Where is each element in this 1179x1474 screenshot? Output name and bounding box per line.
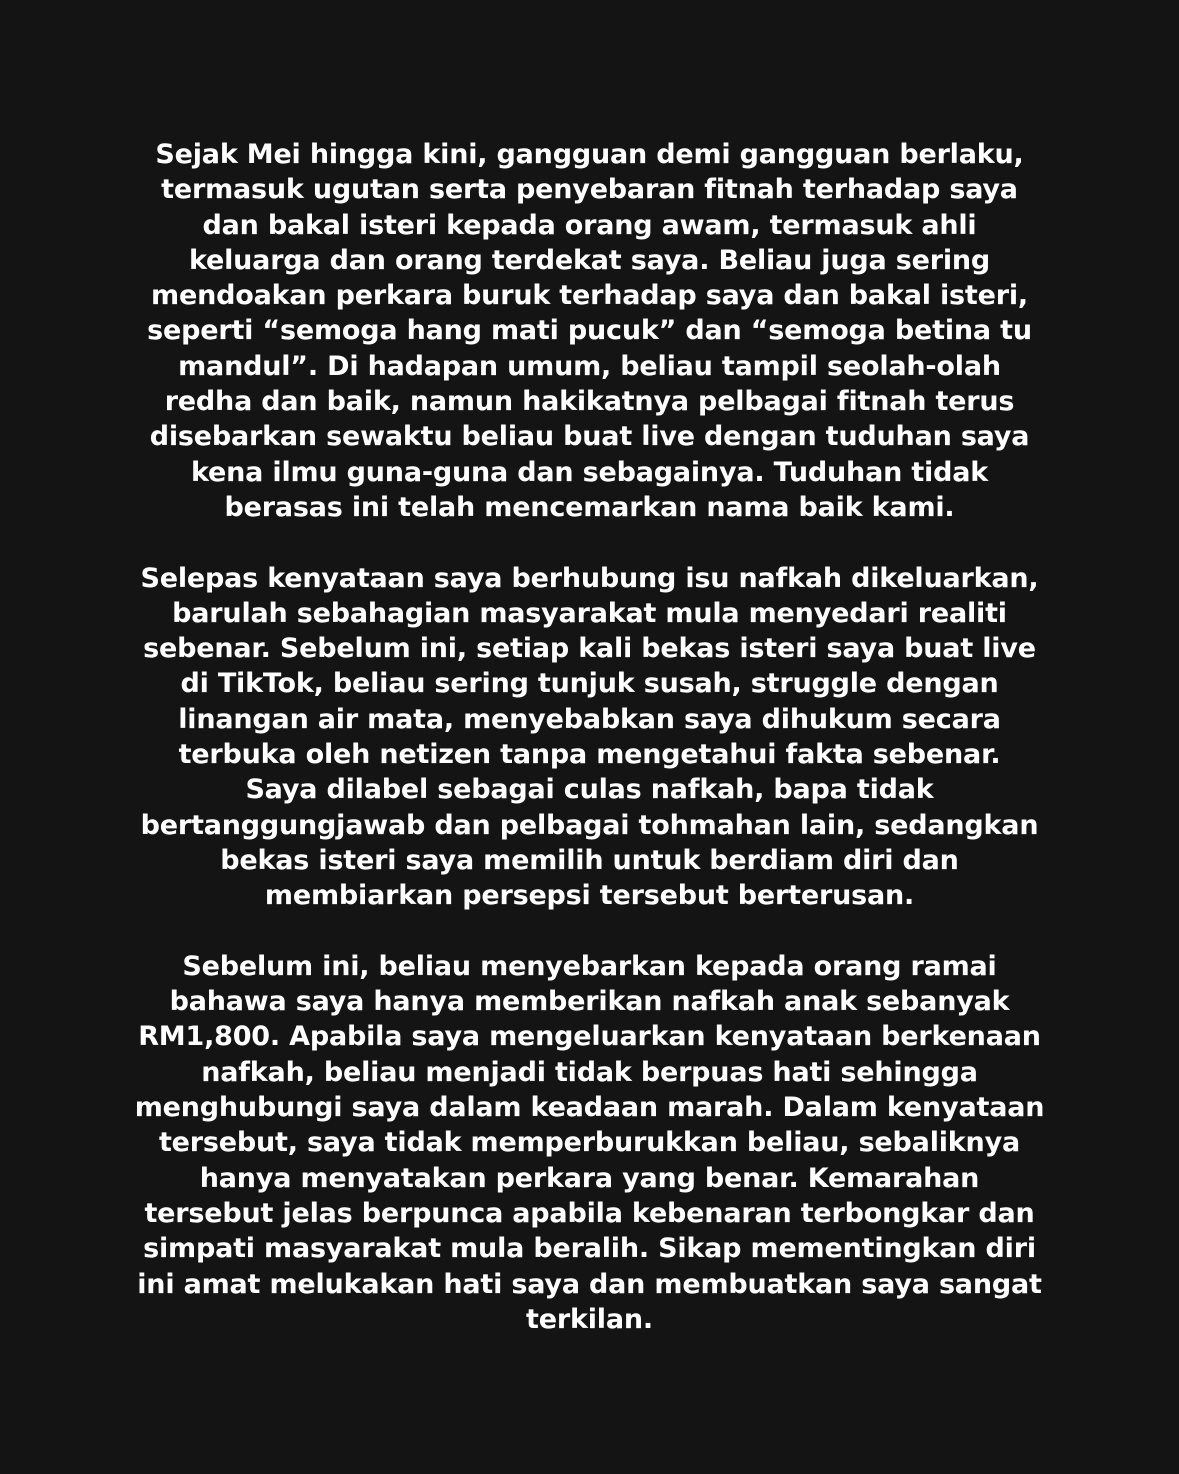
text-line: bahawa saya hanya memberikan nafkah anak sebanyak	[169, 986, 1010, 1018]
text-line: terbuka oleh netizen tanpa mengetahui fakta sebenar.	[178, 739, 1001, 771]
text-line: menghubungi saya dalam keadaan marah. Dalam kenyataan	[134, 1092, 1045, 1124]
text-line: mendoakan perkara buruk terhadap saya dan bakal isteri,	[151, 280, 1028, 312]
story-text	[0, 137, 1179, 1337]
text-line: berasas ini telah mencemarkan nama baik kami.	[224, 491, 955, 523]
text-line: bekas isteri saya memilih untuk berdiam diri dan	[220, 844, 959, 876]
text-line: kena ilmu guna-guna dan sebagainya. Tuduhan tidak	[191, 456, 988, 488]
text-line: sebenar. Sebelum ini, setiap kali bekas isteri saya buat live	[143, 633, 1036, 665]
paragraph-2	[141, 561, 1039, 914]
text-line: terkilan.	[526, 1303, 653, 1335]
text-line: disebarkan sewaktu beliau buat live dengan tuduhan saya	[149, 421, 1030, 453]
text-line: termasuk ugutan serta penyebaran fitnah terhadap saya	[161, 174, 1018, 206]
paragraph-1	[147, 137, 1032, 525]
text-line: ini amat melukakan hati saya dan membuatkan saya sangat	[137, 1268, 1042, 1300]
text-line: di TikTok, beliau sering tunjuk susah, struggle dengan	[180, 668, 999, 700]
text-line: bertanggungjawab dan pelbagai tohmahan lain, sedangkan	[140, 809, 1039, 841]
text-line: tersebut jelas berpunca apabila kebenaran terbongkar dan	[144, 1197, 1035, 1229]
text-line: keluarga dan orang terdekat saya. Beliau juga sering	[188, 244, 991, 276]
text-line: mandul”. Di hadapan umum, beliau tampil seolah-olah	[178, 350, 1001, 382]
paragraph-3	[135, 949, 1045, 1337]
text-line: redha dan baik, namun hakikatnya pelbagai fitnah terus	[164, 386, 1015, 418]
text-line: membiarkan persepsi tersebut berterusan.	[264, 880, 915, 912]
text-line: barulah sebahagian masyarakat mula menyedari realiti	[172, 597, 1007, 629]
text-line: Sebelum ini, beliau menyebarkan kepada orang ramai	[182, 950, 997, 982]
text-line: Sejak Mei hingga kini, gangguan demi gangguan berlaku,	[155, 139, 1024, 170]
text-line: nafkah, beliau menjadi tidak berpuas hati sehingga	[201, 1056, 978, 1088]
text-line: Selepas kenyataan saya berhubung isu nafkah dikeluarkan,	[140, 562, 1039, 594]
text-line: simpati masyarakat mula beralih. Sikap mementingkan diri	[143, 1233, 1036, 1265]
text-line: hanya menyatakan perkara yang benar. Kemarahan	[199, 1162, 980, 1194]
text-line: RM1,800. Apabila saya mengeluarkan kenyataan berkenaan	[138, 1021, 1041, 1053]
text-line: dan bakal isteri kepada orang awam, termasuk ahli	[202, 209, 977, 241]
text-line: tersebut, saya tidak memperburukkan beliau, sebaliknya	[158, 1127, 1020, 1159]
text-line: linangan air mata, menyebabkan saya dihukum secara	[178, 703, 1001, 735]
text-line: seperti “semoga hang mati pucuk” dan “semoga betina tu	[147, 315, 1032, 347]
text-line: Saya dilabel sebagai culas nafkah, bapa tidak	[245, 774, 934, 806]
